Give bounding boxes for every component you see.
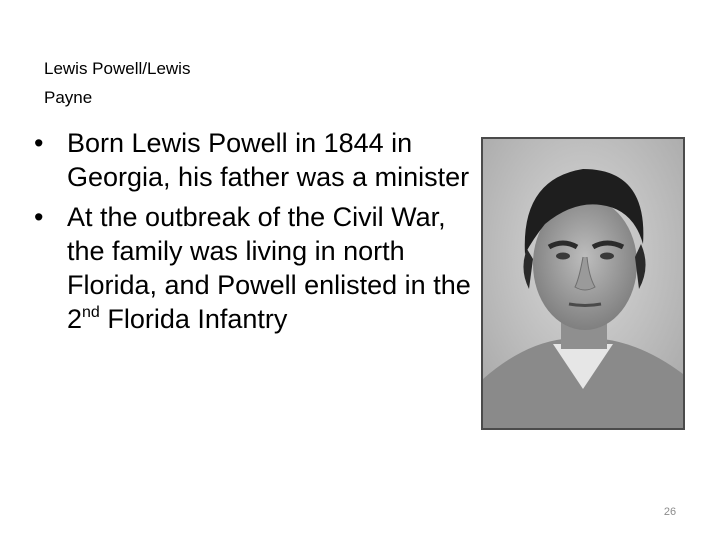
bullet-list [34, 126, 474, 342]
title-line-2: Payne [44, 88, 93, 107]
bullet-item [34, 126, 474, 194]
title-line-1: Lewis Powell/Lewis [44, 59, 191, 78]
ordinal-superscript: nd [82, 304, 100, 321]
slide-title [44, 54, 274, 112]
portrait-photo [481, 137, 685, 430]
bullet-icon: • [34, 202, 44, 232]
page-number: 26 [663, 506, 677, 518]
bullet-text: At the outbreak of the Civil War, the family was living in north Florida, and Powell enlisted in the 2 [67, 202, 471, 334]
portrait-image [483, 139, 683, 428]
bullet-text-continued: Florida Infantry [99, 304, 288, 334]
bullet-item [34, 200, 474, 336]
bullet-icon: • [34, 128, 44, 158]
bullet-text: Born Lewis Powell in 1844 in Georgia, his father was a minister [67, 128, 470, 192]
